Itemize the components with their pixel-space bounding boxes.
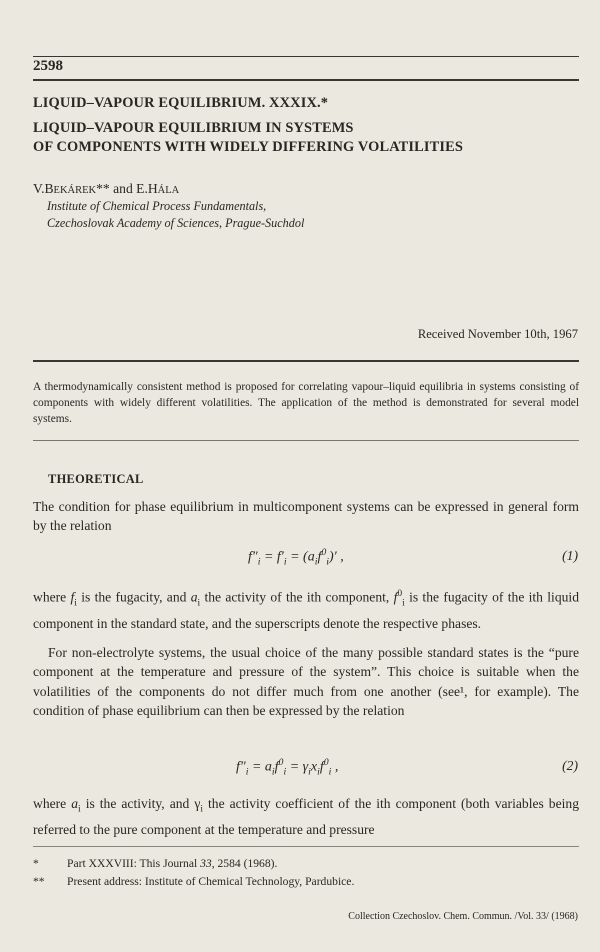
footnote-2-mark: ** — [33, 875, 45, 888]
title-line-3: OF COMPONENTS WITH WIDELY DIFFERING VOLATILITIES — [33, 139, 464, 155]
header-rule — [33, 79, 579, 81]
page-number: 2598 — [33, 58, 63, 74]
abstract-bottom-rule — [33, 440, 579, 441]
equation-1: $f''_i = f'_i = (a_if^0_i)'$ , — [248, 547, 344, 568]
affiliation-line-2: Czechoslovak Academy of Sciences, Prague-Suchdol — [47, 216, 305, 230]
affiliation-line-1: Institute of Chemical Process Fundamentals, — [47, 199, 267, 213]
journal-footer: Collection Czechoslov. Chem. Commun. /Vol. 33/ (1968) — [348, 911, 578, 922]
abstract-top-rule — [33, 360, 579, 362]
equation-2-number: (2) — [562, 758, 578, 773]
received-date: Received November 10th, 1967 — [417, 327, 578, 341]
paragraph-1: The condition for phase equilibrium in multicomponent systems can be expressed in general form by the relation — [33, 499, 579, 534]
abstract: A thermodynamically consistent method is proposed for correlating vapour–liquid equilibria in systems consisting of components with widely different volatilities. The application of the method is demonstrated for several model systems. — [33, 381, 579, 425]
equation-1-number: (1) — [562, 548, 578, 563]
footnote-2: Present address: Institute of Chemical Technology, Pardubice. — [67, 875, 355, 888]
paragraph-2: where $f_i$ is the fugacity, and $a_i$ the activity of the ith component, $f^0_i$ is the fugacity of the ith liquid component in the standard state, and the superscripts denote the respective phases. — [33, 589, 579, 631]
title-line-1: LIQUID–VAPOUR EQUILIBRIUM. XXXIX.* — [33, 95, 329, 111]
footnote-1: Part XXXVIII: This Journal 33, 2584 (1968). — [67, 857, 278, 870]
footnote-1-mark: * — [33, 857, 39, 870]
paragraph-3: For non-electrolyte systems, the usual choice of the many possible standard states is the “pure component at the temperature and pressure of the system”. This choice is suitable when the volatilities of the components do not differ much from one another (see¹, for example). The condition of phase equilibrium can then be expressed by the relation — [33, 645, 579, 719]
top-rule — [33, 56, 579, 57]
equation-2: $f''_i = a_if^0_i = \gamma_ix_if^0_i$ , — [236, 757, 339, 778]
paragraph-4: where $a_i$ is the activity, and $\gamma_i$ the activity coefficient of the ith component (both variables being referred to the pure component at the temperature and pressure — [33, 796, 580, 838]
section-heading: THEORETICAL — [48, 472, 144, 486]
footnote-rule — [33, 846, 579, 847]
title-line-2: LIQUID–VAPOUR EQUILIBRIUM IN SYSTEMS — [33, 120, 354, 136]
author-line: V.BEKÁREK** and E.HÁLA — [33, 181, 180, 196]
